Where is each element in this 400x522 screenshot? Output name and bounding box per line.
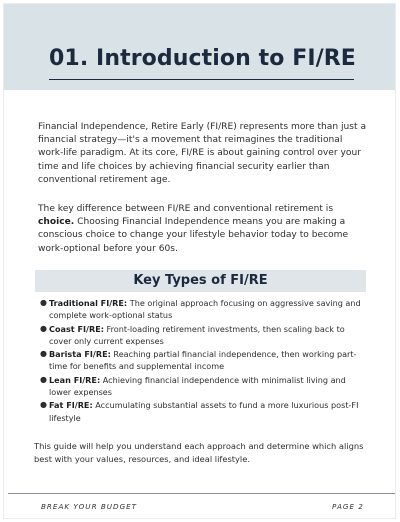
title-underline: [49, 79, 354, 80]
section-heading-band: [35, 270, 366, 292]
bullet-icon: ●: [40, 349, 47, 359]
type-description: Accumulating substantial assets to fund a more luxurious post-FI lifestyle: [49, 400, 359, 423]
type-description: The original approach focusing on aggressive saving and complete work-optional status: [49, 298, 361, 321]
bullet-icon: ●: [40, 400, 47, 410]
choice-paragraph: [38, 203, 368, 256]
type-description: Achieving financial independence with minimalist living and lower expenses: [49, 374, 346, 397]
list-item: [40, 399, 368, 423]
page: [4, 4, 395, 518]
type-description: Front-loading retirement investments, then scaling back to cover only current expenses: [49, 323, 345, 346]
type-name: Fat FI/RE:: [49, 400, 93, 411]
footer-divider: [8, 493, 395, 494]
section-heading: Key Types of FI/RE: [133, 273, 268, 288]
fire-types-list: [40, 297, 368, 425]
choice-paragraph-end: Choosing Financial Independence means you are making a conscious choice to change your lifestyle behavior today to become work-optional before your 60s.: [38, 217, 349, 254]
page-title: 01. Introduction to FI/RE: [49, 46, 356, 71]
intro-paragraph: Financial Independence, Retire Early (FI/RE) represents more than just a financial strategy—it's a movement that reimagines the traditional work-life paradigm. At its core, FI/RE is about gaining control over your time and life choices by achieving financial security earlier than conventional retirement age.: [38, 122, 367, 185]
type-name: Coast FI/RE:: [49, 323, 104, 334]
choice-paragraph-start: The key difference between FI/RE and conventional retirement is: [38, 204, 334, 214]
page-number: PAGE 2: [332, 502, 364, 511]
bullet-icon: ●: [40, 374, 47, 384]
type-name: Traditional FI/RE:: [49, 298, 128, 308]
bullet-icon: ●: [40, 298, 47, 307]
type-description: Reaching partial financial independence, then working part-time for benefits and supplemental income: [49, 349, 357, 372]
bullet-icon: ●: [40, 323, 47, 333]
type-name: Barista FI/RE:: [49, 349, 111, 360]
list-item: [40, 374, 368, 398]
list-item: [40, 323, 368, 347]
choice-emphasis: choice.: [38, 217, 75, 228]
type-name: Lean FI/RE:: [49, 374, 101, 385]
header-band: [4, 4, 395, 90]
list-item: [40, 297, 368, 321]
closing-paragraph: This guide will help you understand each approach and determine which aligns best with your values, resources, and ideal lifestyle.: [34, 441, 364, 464]
list-item: [40, 348, 368, 372]
footer-brand: BREAK YOUR BUDGET: [41, 502, 138, 511]
